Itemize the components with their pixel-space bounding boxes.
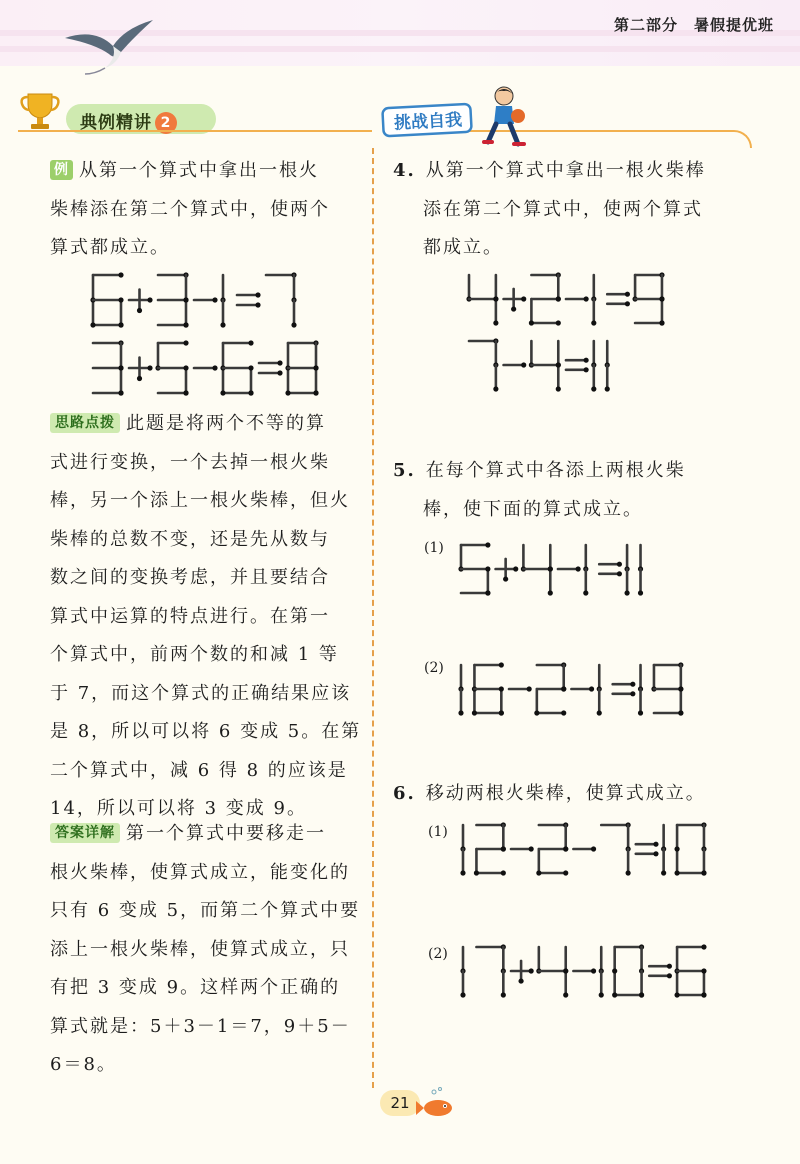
matchstick-head — [625, 292, 630, 297]
answer-paragraph — [50, 815, 372, 1085]
matchstick-head — [212, 297, 217, 302]
matchstick-head — [612, 968, 617, 973]
matchstick-head — [248, 390, 253, 395]
matchstick-head — [137, 308, 142, 313]
fish-icon — [414, 1086, 458, 1120]
matchstick-head — [556, 386, 561, 391]
matchstick-head — [118, 272, 123, 277]
matchstick-head — [591, 846, 596, 851]
matchstick-head — [561, 710, 566, 715]
matchstick-head — [527, 686, 532, 691]
matchstick-head — [583, 590, 588, 595]
matchstick-head — [285, 390, 290, 395]
matchstick-head — [503, 576, 508, 581]
matchstick-head — [584, 358, 589, 363]
matchstick-head — [639, 992, 644, 997]
matchstick-equation-svg — [466, 272, 665, 326]
answer-tag: 答案详解 — [50, 823, 120, 843]
matchstick-head — [678, 686, 683, 691]
challenge-title-text: 挑战自我 — [393, 110, 463, 134]
matchstick-head — [584, 296, 589, 301]
answer-line: 只有 6 变成 5，而第二个算式中要 — [50, 900, 361, 921]
matchstick-head — [493, 296, 498, 301]
matchstick-head — [701, 992, 706, 997]
matchstick-equation-svg — [466, 338, 616, 392]
q6-line-text: 移动两根火柴棒，使算式成立。 — [425, 783, 706, 804]
q5-line-text: 在每个算式中各添上两根火柴 — [425, 460, 686, 481]
q6-line — [393, 775, 773, 814]
hint-line: 个算式中，前两个数的和减 1 等 — [50, 644, 339, 665]
answer-line: 有把 3 变成 9。这样两个正确的 — [50, 977, 341, 998]
matchstick-head — [701, 944, 706, 949]
matchstick-head — [617, 562, 622, 567]
matchstick-equation-svg — [90, 272, 297, 328]
matchstick-head — [493, 320, 498, 325]
matchstick-head — [599, 992, 604, 997]
matchstick-equation — [90, 272, 297, 332]
matchstick-head — [661, 870, 666, 875]
hint-line: 数之间的变换考虑，并且要结合 — [50, 567, 330, 588]
hint-line: 14，所以可以将 3 变成 9。 — [50, 798, 307, 819]
matchstick-head — [638, 590, 643, 595]
matchstick-head — [674, 992, 679, 997]
matchstick-head — [118, 390, 123, 395]
matchstick-head — [212, 365, 217, 370]
matchstick-head — [630, 682, 635, 687]
matchstick-head — [485, 542, 490, 547]
matchstick-head — [248, 365, 253, 370]
bird-icon — [55, 8, 175, 78]
matchstick-head — [701, 870, 706, 875]
hint-line: 棒，另一个添上一根火柴棒，但火 — [50, 490, 350, 511]
matchstick-head — [529, 968, 534, 973]
matchstick-head — [534, 710, 539, 715]
matchstick-head — [183, 390, 188, 395]
matchstick-equation — [466, 338, 616, 396]
matchstick-head — [501, 846, 506, 851]
matchstick-head — [563, 992, 568, 997]
matchstick-head — [485, 590, 490, 595]
matchstick-head — [147, 297, 152, 302]
question-4 — [393, 152, 773, 268]
matchstick-equation-svg — [458, 542, 649, 596]
matchstick-head — [277, 360, 282, 365]
q5-number: 5. — [393, 460, 416, 481]
q4-line: 添在第二个算式中，使两个算式 — [423, 198, 703, 220]
q6-sub1-label: (1) — [428, 824, 448, 840]
q6-sub2-label: (2) — [428, 946, 448, 962]
matchstick-head — [556, 362, 561, 367]
matchstick-head — [556, 320, 561, 325]
q4-line: 都成立。 — [423, 237, 503, 258]
hint-tag: 思路点拨 — [50, 413, 120, 433]
matchstick-head — [147, 365, 152, 370]
matchstick-head — [630, 691, 635, 696]
matchstick-head — [118, 365, 123, 370]
example-line-text: 从第一个算式中拿出一根火 — [79, 160, 319, 181]
header-rule-left — [18, 130, 372, 132]
matchstick-head — [472, 710, 477, 715]
matchstick-head — [529, 320, 534, 325]
hint-line-text: 此题是将两个不等的算 — [126, 413, 326, 434]
section-title-text: 典例精讲 — [80, 113, 152, 133]
q4-line-text: 从第一个算式中拿出一根火柴棒 — [425, 160, 706, 181]
hint-paragraph — [50, 405, 372, 829]
matchstick-head — [576, 566, 581, 571]
example-tag: 例 — [50, 160, 73, 180]
matchstick-head — [597, 710, 602, 715]
matchstick-head — [563, 870, 568, 875]
answer-line-text: 第一个算式中要移走一 — [126, 823, 326, 844]
example-paragraph — [50, 152, 372, 268]
matchstick-head — [617, 571, 622, 576]
matchstick-head — [183, 297, 188, 302]
answer-line: 添上一根火柴棒，使算式成立，只 — [50, 938, 350, 960]
matchstick-head — [501, 992, 506, 997]
hint-line: 是 8，所以可以将 6 变成 5。在第 — [50, 721, 362, 742]
matchstick-head — [678, 710, 683, 715]
matchstick-equation-svg — [460, 822, 707, 876]
column-divider — [372, 148, 374, 1088]
matchstick-head — [667, 973, 672, 978]
challenge-title-banner — [380, 100, 476, 140]
q6-number: 6. — [393, 783, 416, 804]
matchstick-equation — [458, 542, 649, 600]
matchstick-equation — [458, 662, 684, 720]
matchstick-head — [626, 870, 631, 875]
example-line — [50, 152, 372, 191]
answer-line: 算式就是：5＋3－1＝7，9＋5－ — [50, 1015, 351, 1037]
answer-line: 6＝8。 — [50, 1054, 117, 1075]
matchstick-head — [591, 968, 596, 973]
matchstick-head — [674, 846, 679, 851]
matchstick-head — [220, 390, 225, 395]
matchstick-head — [460, 870, 465, 875]
section-number-badge: 2 — [155, 112, 177, 134]
matchstick-head — [118, 297, 123, 302]
matchstick-head — [458, 710, 463, 715]
matchstick-head — [653, 851, 658, 856]
matchstick-equation — [466, 272, 665, 330]
matchstick-head — [638, 710, 643, 715]
matchstick-head — [313, 365, 318, 370]
hint-line: 柴棒的总数不变，还是先从数与 — [50, 528, 330, 550]
matchstick-equation-svg — [458, 662, 684, 716]
matchstick-head — [513, 566, 518, 571]
matchstick-head — [612, 992, 617, 997]
matchstick-head — [313, 390, 318, 395]
example-line: 算式都成立。 — [50, 237, 170, 258]
matchstick-head — [548, 590, 553, 595]
matchstick-equation — [90, 340, 319, 400]
matchstick-head — [625, 301, 630, 306]
q4-number: 4. — [393, 160, 416, 181]
matchstick-head — [255, 302, 260, 307]
answer-line — [50, 815, 372, 854]
matchstick-head — [548, 566, 553, 571]
runner-icon — [478, 84, 530, 150]
matchstick-head — [485, 566, 490, 571]
hint-line: 算式中运算的特点进行。在第一 — [50, 605, 330, 627]
matchstick-head — [521, 296, 526, 301]
matchstick-head — [511, 306, 516, 311]
matchstick-head — [589, 686, 594, 691]
matchstick-head — [653, 842, 658, 847]
matchstick-head — [659, 296, 664, 301]
matchstick-head — [667, 964, 672, 969]
q4-line — [393, 152, 773, 191]
matchstick-head — [499, 710, 504, 715]
hint-line: 于 7，而这个算式的正确结果应该 — [50, 682, 352, 704]
question-6 — [393, 775, 773, 814]
matchstick-head — [248, 340, 253, 345]
matchstick-head — [499, 662, 504, 667]
matchstick-head — [605, 386, 610, 391]
q5-sub2-label: (2) — [424, 660, 444, 676]
matchstick-head — [255, 292, 260, 297]
matchstick-head — [591, 320, 596, 325]
matchstick-head — [701, 968, 706, 973]
matchstick-head — [659, 320, 664, 325]
trophy-icon — [18, 88, 62, 132]
matchstick-head — [584, 367, 589, 372]
matchstick-head — [501, 870, 506, 875]
matchstick-head — [556, 296, 561, 301]
matchstick-head — [183, 322, 188, 327]
matchstick-equation — [460, 944, 707, 1002]
q5-line — [393, 452, 773, 491]
matchstick-head — [474, 870, 479, 875]
matchstick-head — [277, 370, 282, 375]
q5-line: 棒，使下面的算式成立。 — [423, 498, 643, 520]
matchstick-head — [591, 386, 596, 391]
matchstick-head — [493, 386, 498, 391]
q5-sub1-label: (1) — [424, 540, 444, 556]
section-header: 第二部分 暑假提优班 — [613, 16, 774, 34]
matchstick-head — [563, 968, 568, 973]
hint-line: 二个算式中，减 6 得 8 的应该是 — [50, 759, 348, 781]
matchstick-head — [529, 846, 534, 851]
matchstick-head — [291, 322, 296, 327]
matchstick-equation-svg — [90, 340, 319, 396]
matchstick-head — [521, 362, 526, 367]
matchstick-equation-svg — [460, 944, 707, 998]
answer-line: 根火柴棒，使算式成立，能变化的 — [50, 861, 350, 883]
matchstick-head — [499, 686, 504, 691]
matchstick-head — [137, 376, 142, 381]
matchstick-head — [536, 870, 541, 875]
matchstick-head — [624, 590, 629, 595]
matchstick-head — [183, 340, 188, 345]
matchstick-head — [518, 978, 523, 983]
page-number: 21 — [380, 1090, 420, 1116]
matchstick-head — [183, 365, 188, 370]
matchstick-head — [460, 992, 465, 997]
matchstick-head — [563, 846, 568, 851]
matchstick-head — [220, 322, 225, 327]
hint-line — [50, 405, 372, 444]
matchstick-equation — [460, 822, 707, 880]
hint-line: 式进行变换，一个去掉一根火柴 — [50, 451, 330, 473]
question-5 — [393, 452, 773, 529]
matchstick-head — [674, 870, 679, 875]
matchstick-head — [561, 686, 566, 691]
matchstick-head — [118, 322, 123, 327]
matchstick-head — [90, 322, 95, 327]
example-line: 柴棒添在第二个算式中，使两个 — [50, 198, 330, 220]
